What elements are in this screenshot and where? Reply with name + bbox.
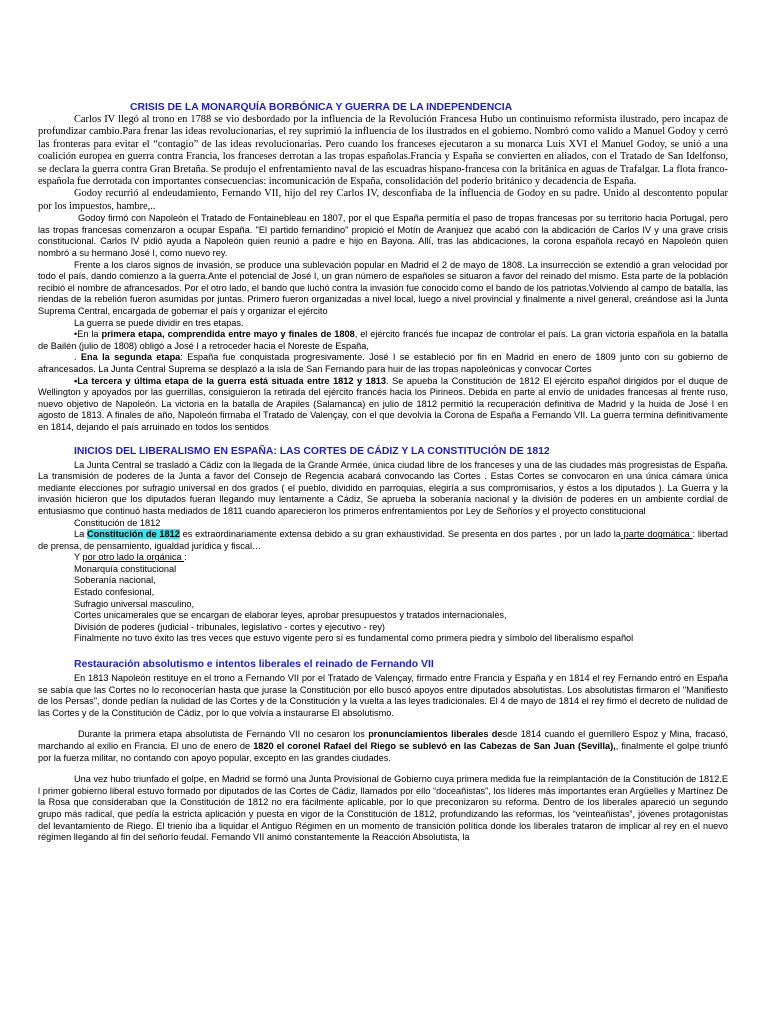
section3-paragraph: En 1813 Napoleón restituye en el trono a Fernando VII por el Tratado de Valençay, firmado entre Francia y España y en 1814 el rey Fernando entró en España se sabía que las Cortes no lo reconocerían hasta que jurase la Constitución por ello buscó apoyos entre diputados absolutistas. Los absolutistas firmaron el "Manifiesto de los Persas", donde pedían la nulidad de las Cortes y de la Constitución y la vuelta a las leyes tradicionales. El 4 de mayo de 1814 el rey firmó el decreto de nulidad de las Cortes y de la Constitución de Cádiz, por lo que volvía a instaurarse El absolutismo. [38, 673, 728, 718]
section3-paragraph: Durante la primera etapa absolutista de Fernando VII no cesaron los pronunciamientos liberales desde 1814 cuando el guerrillero Espoz y Mina, fracasó, marchando al exilio en Francia. El uno de enero de 1820 el coronel Rafael del Riego se sublevó en las Cabezas de San Juan (Sevilla),, finalmente el golpe triunfó por la fuerza militar, no contando con apoyo popular, excepto en las grandes ciudades. [38, 729, 729, 763]
section1-paragraph: Godoy recurrió al endeudamiento, Fernando VII, hijo del rey Carlos IV, desconfiaba de la influencia de Godoy en su padre. Unido al descontento popular por los impuestos, hambre,.. [38, 188, 728, 212]
section1-title: CRISIS DE LA MONARQUÍA BORBÓNICA Y GUERRA DE LA INDEPENDENCIA [130, 102, 513, 113]
list-item: Cortes unicamerales que se encargan de elaborar leyes, aprobar presupuestos y tratados internacionales, [74, 610, 507, 621]
section2-title: INICIOS DEL LIBERALISMO EN ESPAÑA: LAS CORTES DE CÁDIZ Y LA CONSTITUCIÓN DE 1812 [74, 445, 550, 457]
section1-paragraph: Carlos IV llegó al trono en 1788 se vio desbordado por la influencia de la Revolución Francesa Hubo un continuismo reformista ilustrado, pero incapaz de profundizar cambio.Para frenar las ideas revolucionarias, el rey suprimió la influencia de los ilustrados en el gobierno. Nombró como valido a Manuel Godoy y cerró las fronteras para evitar el “contagio” de las ideas revolucionarias. Pero cuando los franceses ejecutaron a su monarca Luis XVI el Manuel Godoy, se unió a una coalición europea en guerra contra Francia, los franceses derrotan a las tropas españolas.Francia y España se convierten en aliados, con el Tratado de San Idelfonso, se declara la guerra contra Gran Bretaña. Se produjo el enfrentamiento naval de las escuadras hispano-francesa con la británica en aguas de Trafalgar. La flota franco-española fue derrotada con importantes consecuencias: incomunicación de España, consolidación del poderío británico y decadencia de España. [38, 114, 728, 188]
list-item: Sufragio universal masculino, [74, 598, 195, 609]
section2-paragraph: La Junta Central se trasladó a Cádiz con la llegada de la Grande Armée, única ciudad libre de los franceses y una de las ciudades más progresistas de España. La transmisión de poderes de la Junta a favor del Consejo de Regencia acabará convocando las Cortes . Estas Cortes se convocaron en una única cámara única mediante elecciones por sufragio universal en dos grados ( el pueblo, dividido en parroquias, elegiría a sus compromisarios, y éstos a los diputados ). La Guerra y la invasión hicieron que los diputados fueran llegando muy lentamente a Cádiz, Se aprueba la soberanía nacional y la división de poderes en un ambiente cordial de entusiasmo que continuó hasta mediados de 1811 cuando aparecieron los primeros enfrentamientos por Ley de Señoríos y el proyecto constitucional [38, 459, 728, 516]
organic-part-intro: Y por otro lado la orgánica : [74, 552, 187, 563]
section2-conclusion: Finalmente no tuvo éxito las tres veces que estuvo vigente pero sí es fundamental como primera piedra y símbolo del liberalismo español [74, 633, 634, 644]
organic-list [38, 564, 728, 634]
list-item: Monarquía constitucional [74, 563, 177, 574]
list-item: Estado confesional, [74, 587, 155, 598]
section3-paragraph: Una vez hubo triunfado el golpe, en Madrid se formó una Junta Provisional de Gobierno cuya primera medida fue la reimplantación de la Constitución de 1812.E l primer gobierno liberal estuvo formado por diputados de las Cortes de Cádiz, llamados por ello “doceañistas”, los líderes más importantes eran Argüelles y Martínez De la Rosa que consideraban que la Constitución de 1812 no era fácilmente aplicable, por lo que preconizaron su reforma. Dentro de los liberales apareció un segundo grupo más radical, que pedía la estricta aplicación y puesta en vigor de la Constitución de 1812, profundizando las reformas, los “veinteañistas”, jóvenes protagonistas del levantamiento de Riego. El trienio iba a liquidar el Antiguo Régimen en un momento de transición política donde los liberales trataron de implicar al rey en el nuevo régimen llegando al fin del señorío feudal. Fernando VII animó constantemente la Reacción Absolutista, la [38, 774, 728, 843]
stage-2-paragraph: . Ena la segunda etapa: España fue conquistada progresivamente. José I se estableció por fin en Madrid en enero de 1809 junto con su gobierno de afrancesados. La Junta Central Suprema se desplazó a la isla de San Fernando para huir de las tropas napoleónicas y convocar Cortes [38, 352, 728, 374]
stage-3-paragraph: •La tercera y última etapa de la guerra está situada entre 1812 y 1813. Se apueba la Constitución de 1812 El ejército español dirigidos por el duque de Wellington y apoyados por las guerrillas, consiguieron la retirada del ejército francés hacia los Pirineos. Debida en parte al envío de unidades francesas al frente ruso, nuevo objetivo de Napoleón. La victoria en la batalla de Arapiles (Salamanca) en julio de 1812 permitió la recuperación definitiva de Madrid y la huida de José I en agosto de 1813. A finales de año, Napoleón firmaba el Tratado de Valençay, con el que devolvía la Corona de España a Fernando VII. La guerra termina definitivamente en 1814, dejando el país arruinado en todos los sentidos [38, 375, 729, 432]
section1-paragraph: La guerra se puede dividir en tres etapas. [74, 317, 244, 328]
section3-title: Restauración absolutismo e intentos liberales el reinado de Fernando VII [74, 659, 434, 671]
stage-1-paragraph: •En la primera etapa, comprendida entre mayo y finales de 1808, el ejército francés fue incapaz de controlar el país. La gran victoria española en la batalla de Bailén (julio de 1808) obligó a José I a retroceder hacia el Noreste de España, [38, 329, 728, 351]
highlighted-text: Constitución de 1812 [87, 529, 180, 540]
section1-paragraph: Godoy firmó con Napoleón el Tratado de Fontainebleau en 1807, por el que España permitía el paso de tropas francesas por su territorio hacia Portugal, pero las tropas francesas comenzaron a ocupar España. "El partido fernandino" propició el Motín de Aranjuez que acabó con la abdicación de Carlos IV y una grave crisis constitucional. Carlos IV pidió ayuda a Napoleón quien reunió a padre e hijo en Bayona. Allí, tras las abdicaciones, la corona española recayó en Napoleón quien nombró a su hermano José I, como nuevo rey. [38, 213, 728, 259]
constitution-heading: Constitución de 1812 [74, 517, 161, 528]
constitution-paragraph: La Constitución de 1812 es extraordinariamente extensa debido a su gran exhaustividad. Se presenta en dos partes , por un lado la parte dogmática : libertad de prensa, de pensamiento, igualdad jurídica y fiscal… [38, 529, 728, 551]
list-item: División de poderes (judicial - tribunales, legislativo - cortes y ejecutivo - rey) [74, 621, 385, 632]
section1-paragraph: Frente a los claros signos de invasión, se produce una sublevación popular en Madrid el 2 de mayo de 1808. La insurrección se extendió a gran velocidad por todo el país, dando comienzo a la guerra.Ante el potencial de José I, un gran número de españoles se situaron a favor del reinado del mismo. Esta parte de la población recibió el nombre de afrancesados. Por el otro lado, el bando que luchó contra la invasión fue conocido como el bando de los patriotas.Volviendo al campo de batalla, las riendas de la rebelión fueron asumidas por juntas. Primero fueron organizadas a nivel local, luego a nivel provincial y finalmente a nivel general, creándose así la Junta Suprema Central, encargada de gobernar el país y organizar el ejército [38, 259, 728, 316]
list-item: Soberanía nacional, [74, 575, 156, 586]
